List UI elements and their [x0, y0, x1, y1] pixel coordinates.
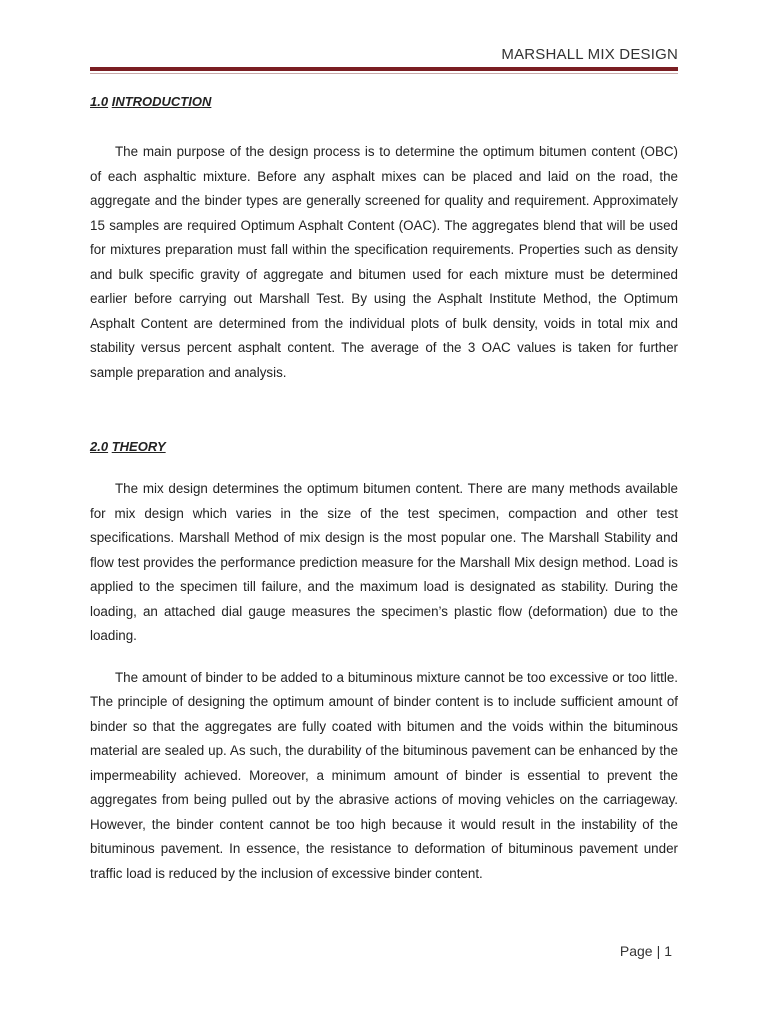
section-heading-theory — [90, 437, 678, 457]
paragraph: The main purpose of the design process is to determine the optimum bitumen content (OBC) of each asphaltic mixture. Before any asphalt mixes can be placed and laid on the road, the aggregate and the binder types are generally screened for quality and requirement. Approximately 15 samples are required Optimum Asphalt Content (OAC). The aggregates blend that will be used for mixtures preparation must fall within the specification requirements. Properties such as density and bulk specific gravity of aggregate and bitumen used for each mixture must be determined earlier before carrying out Marshall Test. By using the Asphalt Institute Method, the Optimum Asphalt Content are determined from the individual plots of bulk density, voids in total mix and stability versus percent asphalt content. The average of the 3 OAC values is taken for further sample preparation and analysis. — [90, 144, 678, 380]
paragraph: The amount of binder to be added to a bituminous mixture cannot be too excessive or too little. The principle of designing the optimum amount of binder content is to include sufficient amount of binder so that the aggregates are fully coated with bitumen and the voids within the bituminous material are sealed up. As such, the durability of the bituminous pavement can be enhanced by the impermeability achieved. Moreover, a minimum amount of binder is essential to prevent the aggregates from being pulled out by the abrasive actions of moving vehicles on the carriageway. However, the binder content cannot be too high because it would result in the instability of the bituminous pavement. In essence, the resistance to deformation of bituminous pavement under traffic load is reduced by the inclusion of excessive binder content. — [90, 669, 678, 881]
section-heading-introduction — [90, 92, 678, 112]
section-number: 2.0 — [90, 439, 109, 454]
section-title: INTRODUCTION — [111, 94, 212, 109]
paragraph: The mix design determines the optimum bitumen content. There are many methods available for mix design which varies in the size of the test specimen, compaction and other test specifications. Marshall Method of mix design is the most popular one. The Marshall Stability and flow test provides the performance prediction measure for the Marshall Mix design method. Load is applied to the specimen till failure, and the maximum load is designated as stability. During the loading, an attached dial gauge measures the specimen’s plastic flow (deformation) due to the loading. — [90, 481, 678, 643]
header-rule-shadow — [90, 73, 678, 74]
header-rule — [90, 67, 678, 71]
page-footer — [620, 943, 672, 959]
document-body — [90, 92, 678, 886]
section-number: 1.0 — [90, 94, 109, 109]
section-title: THEORY — [111, 439, 166, 454]
running-header-title: MARSHALL MIX DESIGN — [501, 46, 678, 63]
page-number: 1 — [664, 943, 672, 959]
page-label: Page — [619, 943, 653, 959]
page-separator: | — [656, 943, 661, 959]
